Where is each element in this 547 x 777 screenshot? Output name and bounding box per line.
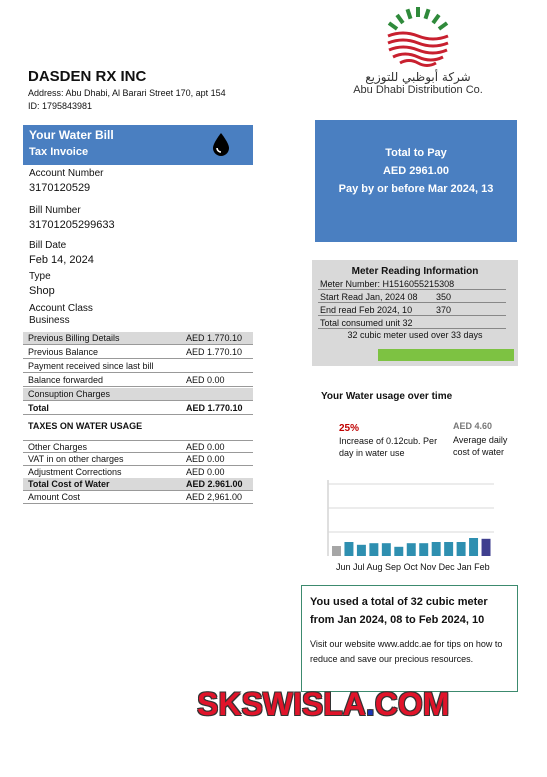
bill-number-value: 31701205299633 (29, 219, 115, 231)
meter-usage-note: 32 cubic meter used over 33 days (347, 330, 483, 340)
logo-arabic-text: شركة أبوظبي للتوزيع (365, 70, 471, 84)
x-tick-label: Jul (353, 562, 367, 572)
charge-label: Amount Cost (28, 492, 81, 502)
total-title: Total to Pay (385, 147, 447, 159)
meter-row-label: Total consumed unit 32 (320, 318, 413, 328)
charge-amount: AED 1.770.10 (186, 333, 243, 343)
charge-amount: AED 0.00 (186, 375, 225, 385)
water-drop-icon (212, 132, 230, 156)
account-class-label: Account Class (29, 303, 93, 314)
chart-bar (432, 542, 441, 556)
table-row (23, 360, 253, 373)
total-amount: AED 2961.00 (382, 165, 450, 177)
charge-amount: AED 1.770.10 (186, 347, 243, 357)
meter-title: Meter Reading Information (351, 266, 479, 277)
x-tick-label: Feb (474, 562, 490, 572)
logo-english-text: Abu Dhabi Distribution Co. (353, 84, 483, 96)
meter-row-value: 350 (436, 292, 452, 302)
charge-amount: AED 1.770.10 (186, 403, 243, 413)
total-to-pay-box (315, 120, 517, 242)
type-label: Type (29, 271, 51, 282)
x-tick-label: Sep (385, 562, 404, 572)
usage-bar-chart (322, 480, 498, 560)
usage-heading: Your Water usage over time (321, 391, 453, 402)
bill-title: Your Water Bill (29, 128, 114, 142)
charge-amount: AED 2.961.00 (186, 479, 243, 489)
average-cost-desc: Average daily cost of water (453, 435, 508, 457)
customer-address: Address: Abu Dhabi, Al Barari Street 170, apt 154 (28, 88, 226, 98)
table-row (23, 491, 253, 504)
chart-bar (482, 539, 491, 556)
usage-percent: 25% (339, 423, 360, 434)
usage-percent-desc: Increase of 0.12cub. Per day in water use (339, 436, 438, 458)
x-tick-label: Dec (438, 562, 458, 572)
x-tick-label: Aug (366, 562, 386, 572)
bill-date-value: Feb 14, 2024 (29, 254, 94, 266)
table-row (23, 402, 253, 415)
charge-label: Total Cost of Water (28, 479, 110, 489)
account-number-label: Account Number (29, 168, 104, 179)
charge-label: Previous Billing Details (28, 333, 120, 343)
watermark-text: SKSWISLA (197, 686, 366, 722)
watermark-tld: COM (374, 686, 450, 722)
charge-label: Adjustment Corrections (28, 467, 122, 477)
table-row (23, 346, 253, 359)
meter-reading-panel (312, 260, 518, 366)
table-row (23, 478, 253, 491)
charge-label: Previous Balance (28, 347, 99, 357)
charge-label: Total (28, 403, 49, 413)
charge-amount: AED 0.00 (186, 442, 225, 452)
chart-bar (357, 545, 366, 556)
account-class-value: Business (29, 315, 70, 326)
chart-bar (382, 543, 391, 556)
addc-emblem-icon (380, 6, 456, 68)
bill-date-label: Bill Date (29, 240, 67, 251)
watermark (197, 686, 449, 723)
chart-month-labels (336, 562, 490, 572)
charge-label: Consuption Charges (28, 389, 111, 399)
bill-subtitle: Tax Invoice (29, 146, 89, 158)
x-tick-label: Oct (403, 562, 421, 572)
charge-label: Other Charges (28, 442, 88, 452)
chart-bar (394, 547, 403, 556)
account-number-value: 3170120529 (29, 182, 91, 194)
bill-number-label: Bill Number (29, 205, 81, 216)
type-value: Shop (29, 285, 55, 297)
meter-row-label: Meter Number: H1516055215308 (320, 279, 455, 289)
chart-bar (444, 542, 453, 556)
meter-row (318, 304, 506, 316)
usage-summary-box (301, 585, 518, 692)
x-tick-label: Jan (457, 562, 475, 572)
charge-label: Balance forwarded (28, 375, 104, 385)
table-row (23, 332, 253, 345)
meter-row (318, 291, 506, 303)
charge-amount: AED 2,961.00 (186, 492, 243, 502)
meter-row-label: Start Read Jan, 2024 08 (320, 292, 418, 302)
watermark-dot: . (365, 686, 375, 722)
chart-bar (407, 543, 416, 556)
bill-header (23, 125, 253, 165)
chart-bar (332, 546, 341, 556)
meter-row-value: 370 (436, 305, 452, 315)
charge-label: VAT in on other charges (28, 454, 124, 464)
chart-bar (419, 543, 428, 556)
table-row (23, 388, 253, 401)
meter-row (318, 317, 506, 329)
table-row (23, 440, 253, 453)
charge-label: Payment received since last bill (28, 361, 154, 371)
customer-id: ID: 1795843981 (28, 101, 93, 111)
chart-bar (469, 538, 478, 556)
charge-amount: AED 0.00 (186, 467, 225, 477)
summary-body: Visit our website www.addc.ae for tips on how to reduce and save our precious resources. (310, 639, 503, 664)
summary-heading: You used a total of 32 cubic meter from Jan 2024, 08 to Feb 2024, 10 (310, 596, 488, 626)
company-name: DASDEN RX INC (28, 68, 147, 85)
charge-label: TAXES ON WATER USAGE (28, 421, 143, 431)
average-cost: AED 4.60 (453, 421, 493, 431)
meter-row-label: End read Feb 2024, 10 (320, 305, 413, 315)
chart-bar (344, 542, 353, 556)
due-date: Pay by or before Mar 2024, 13 (338, 183, 494, 195)
chart-bar (369, 543, 378, 556)
company-logo (338, 6, 498, 110)
x-tick-label: Jun (336, 562, 354, 572)
chart-bar (457, 542, 466, 556)
table-row (23, 453, 253, 466)
table-section-heading (23, 420, 253, 433)
charge-amount: AED 0.00 (186, 454, 225, 464)
usage-indicator-bar (378, 349, 514, 361)
table-row (23, 374, 253, 387)
x-tick-label: Nov (420, 562, 439, 572)
meter-row (318, 278, 506, 290)
